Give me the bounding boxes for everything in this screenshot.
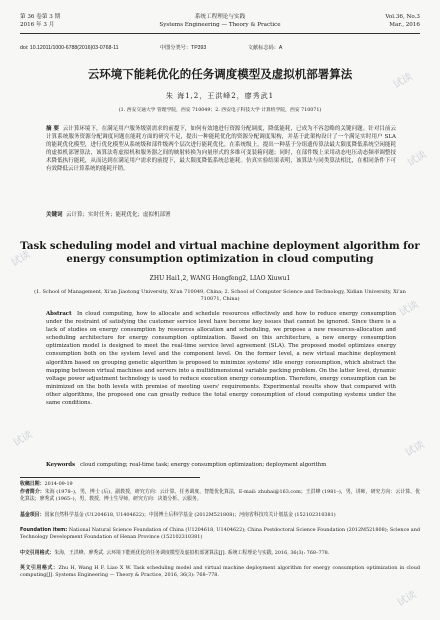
- footnote-funding-cn: [20, 512, 420, 519]
- footnote-text: 朱海 (1978–)，男，博士 (后)，副教授，研究方向：云计算、任务调度、智能优化算法，E-mail: zhuhai@163.com；王洪峰 (1981–)，男，讲师，研究方向：云计算、优化算法；廖秀武 (1965–)，男，教授，博士生导师，研究方向：决策分析、云服务。: [20, 489, 420, 503]
- journal-cn: 系统工程理论与实践: [194, 14, 246, 20]
- footnote-funding-en: [20, 527, 420, 542]
- watermark: 试读: [395, 589, 419, 609]
- authors-cn: 朱 海1,2，王洪峰2，廖秀武1: [165, 92, 275, 100]
- keywords-cn-text: 云计算；实时任务；能耗优化；虚拟机部署: [66, 212, 171, 218]
- authors-en: ZHU Hai1,2, WANG Hongfeng2, LIAO Xiuwu1: [149, 275, 291, 282]
- date-cn: 2016 年 3 月: [20, 22, 55, 28]
- watermark: 试读: [9, 249, 33, 269]
- watermark: 试读: [403, 439, 427, 459]
- abstract-cn-text: 云计算环境下，在满足用户服务级别需求的前提下，如何有效地进行资源分配调度，降低能耗，已成为不容忽略的关键问题。针对目前云计算系统服务资源分配调度问题在能耗方面的研究不足，提出一种能耗优化的资源分配调度架构，并基于此架构设计了一个满足实时用户 SLA 的能耗优化模型，进行优化模型从系统级和部件级两个层次进行能耗优化。在系统级上，提出一种基于分组遗传算法最大限度降低系统空闲能耗的虚拟机部署算法，该算法将虚拟机和服务器之间的映射转换为向量形式的多维可变装箱问题；同时，在部件级上采用动态电压动态频率调整技术降低执行能耗，从而达到在满足用户需求的前提下，最大限度降低系统总能耗。仿真实验结果表明，该算法与同类算法相比，在相同条件下可有效降低云计算系统的能耗开销。: [46, 126, 396, 172]
- footnote-text: 2014-09-19: [44, 481, 73, 487]
- footnote-label: 中文引用格式：: [20, 550, 55, 556]
- footnote-author-bio: [20, 489, 420, 504]
- volume-cn: 第 36 卷第 3 期: [20, 14, 61, 20]
- title-en: Task scheduling model and virtual machine deployment algorithm for energy consumption optimization in cloud computing: [20, 240, 420, 265]
- volume-en: Vol.36, No.3: [385, 14, 420, 20]
- journal-en: Systems Engineering — Theory & Practice: [159, 22, 281, 28]
- footnote-text: 国家自然科学基金 (U1204618, U1404622)；中国博士后科学基金 (2012M521808)；河南省科技攻关计划基金 (152102310381): [44, 512, 336, 518]
- abstract-cn: [46, 125, 396, 173]
- footnote-rule: [20, 477, 200, 478]
- footnote-label: 基金项目：: [20, 512, 45, 518]
- abstract-cn-label: 摘 要: [46, 126, 60, 132]
- watermark: 试读: [11, 429, 35, 449]
- keywords-cn: [46, 210, 396, 218]
- title-cn: 云环境下能耗优化的任务调度模型及虚拟机部署算法: [87, 67, 353, 81]
- date-en: Mar., 2016: [389, 22, 420, 28]
- watermark: 试读: [391, 71, 415, 91]
- watermark: 试读: [397, 299, 421, 319]
- keywords-en: [46, 462, 396, 468]
- footnote-label: Foundation item:: [20, 527, 68, 533]
- affiliation-cn: (1. 西安交通大学 管理学院，西安 710049；2. 西安电子科技大学 计算机学院，西安 710071): [118, 108, 322, 113]
- footnote-text: Zhu H, Wang H F, Liao X W. Task scheduling model and virtual machine deployment algorithm for energy consumption optimization in cloud computing[J]. Systems Engineering — Theory & Practice, 2016, 36(3): 768–778.: [20, 565, 420, 579]
- abstract-en-text: In cloud computing, how to allocate and schedule resources effectively and how to reduce energy consumption under the restraint of satisfying the customer service level have become key issues that cannot be ignored. Since there is a lack of studies on energy consumption by resources allocation and scheduling, we propose a new resources-allocation and scheduling architecture for energy consumption optimization. Based on this architecture, a new energy consumption optimization model is designed to meet the real-time service level agreement (SLA). The proposed model optimizes energy consumption both on the system level and the component level. On the former level, a new virtual machine deployment algorithm based on grouping genetic algorithm is proposed to minimize systems' idle energy consumption, which abstract the mapping between virtual machines and servers into a multidimensional variable packing problem. On the latter level, dynamic voltage power adjustment technology is used to reduce execution energy consumption. Therefore, energy consumption can be minimized on the both levels with premise of meeting users' requirements. Experimental results show that compared with other algorithms, the proposed one can greatly reduce the total energy consumption of cloud computing systems under the same conditions.: [46, 311, 396, 407]
- watermark: 试读: [405, 149, 429, 169]
- abstract-en-label: Abstract: [46, 311, 72, 317]
- article-meta: [20, 44, 420, 51]
- footnote-citation-en: [20, 565, 420, 580]
- doi: doi: 10.12011/1000-6788(2016)03-0768-11: [20, 45, 119, 51]
- abstract-en: [46, 310, 396, 407]
- footnote-label: 作者简介：: [20, 489, 45, 495]
- footnote-received: [20, 481, 420, 488]
- keywords-cn-label: 关键词: [46, 212, 63, 218]
- footnote-text: National Natural Science Foundation of China (U1204618, U1404622); China Postdoctoral Science Foundation (2012M521808); Science and Technology Development Foundation of Henan Province (152102310381): [20, 527, 420, 541]
- footnote-label: 英文引用格式：: [20, 565, 59, 571]
- header-rule: [20, 33, 420, 34]
- footnote-label: 收稿日期：: [20, 481, 45, 487]
- footnote-text: 朱海，王洪峰，廖秀武. 云环境下能耗优化的任务调度模型及虚拟机部署算法[J]. 系统工程理论与实践, 2016, 36(3): 768–778.: [54, 550, 330, 556]
- affiliation-en: (1. School of Management, Xi'an Jiaotong University, Xi'an 710049, China; 2. School of Computer Science and Technology, Xidian University, Xi'an 710071, China): [34, 289, 406, 302]
- footnote-citation-cn: [20, 550, 420, 557]
- document-code: 文献标志码：A: [247, 45, 283, 51]
- keywords-en-label: Keywords: [46, 462, 76, 468]
- clc-number: 中图分类号：TP393: [159, 45, 207, 51]
- keywords-en-text: cloud computing; real-time task; energy consumption optimization; deployment algorithm: [80, 462, 327, 468]
